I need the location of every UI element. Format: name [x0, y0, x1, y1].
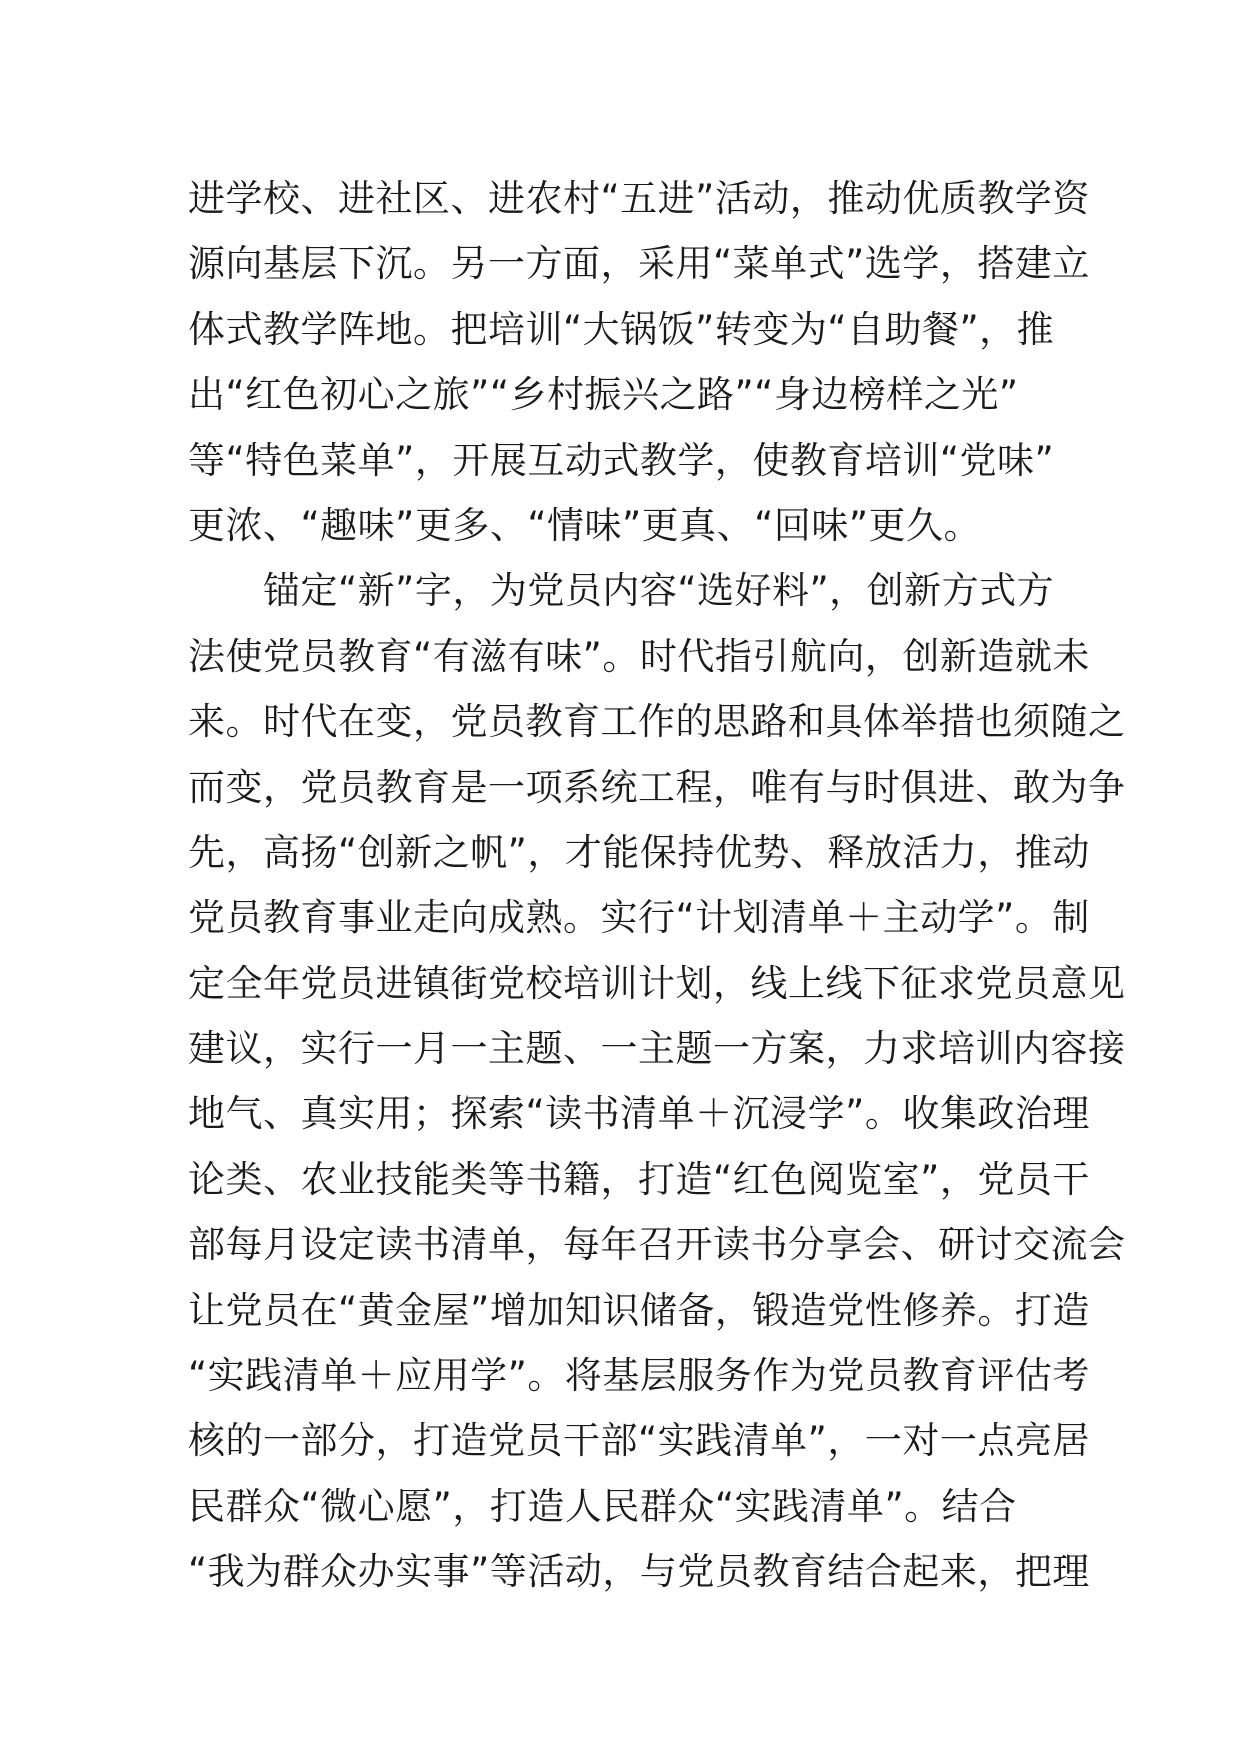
text-line: 出“红色初心之旅”“乡村振兴之路”“身边榜样之光” — [188, 373, 1019, 417]
text-line: 党员教育事业走向成熟。实行“计划清单＋主动学”。制 — [188, 896, 1090, 940]
text-line: 先，高扬“创新之帆”，才能保持优势、释放活力，推动 — [188, 830, 1090, 874]
text-line: 法使党员教育“有滋有味”。时代指引航向，创新造就未 — [188, 634, 1090, 678]
text-line: 来。时代在变，党员教育工作的思路和具体举措也须随之 — [188, 700, 1126, 744]
paragraph-start-line: 锚定“新”字，为党员内容“选好料”，创新方式方 — [188, 569, 1055, 613]
text-line: 体式教学阵地。把培训“大锅饭”转变为“自助餐”，推 — [188, 307, 1055, 351]
text-line: 地气、真实用；探索“读书清单＋沉浸学”。收集政治理 — [188, 1092, 1090, 1136]
text-line: 部每月设定读书清单，每年召开读书分享会、研讨交流会 — [188, 1223, 1126, 1267]
text-line: 核的一部分，打造党员干部“实践清单”，一对一点亮居 — [188, 1419, 1090, 1463]
text-line: 定全年党员进镇街党校培训计划，线上线下征求党员意见 — [188, 961, 1126, 1005]
body-text — [188, 166, 1126, 1605]
text-line: 而变，党员教育是一项系统工程，唯有与时俱进、敢为争 — [188, 765, 1126, 809]
text-line: 更浓、“趣味”更多、“情味”更真、“回味”更久。 — [188, 503, 982, 547]
text-line: 建议，实行一月一主题、一主题一方案，力求培训内容接 — [188, 1027, 1126, 1071]
text-line: 论类、农业技能类等书籍，打造“红色阅览室”，党员干 — [188, 1157, 1090, 1201]
text-line: “我为群众办实事”等活动，与党员教育结合起来，把理 — [188, 1550, 1090, 1594]
text-line: 源向基层下沉。另一方面，采用“菜单式”选学，搭建立 — [188, 242, 1090, 286]
text-line: 进学校、进社区、进农村“五进”活动，推动优质教学资 — [188, 177, 1090, 220]
text-line: 等“特色菜单”，开展互动式教学，使教育培训“党味” — [188, 438, 1055, 482]
text-line: “实践清单＋应用学”。将基层服务作为党员教育评估考 — [188, 1354, 1090, 1398]
text-line: 民群众“微心愿”，打造人民群众“实践清单”。结合 — [188, 1484, 1017, 1528]
text-line: 让党员在“黄金屋”增加知识储备，锻造党性修养。打造 — [188, 1288, 1090, 1332]
